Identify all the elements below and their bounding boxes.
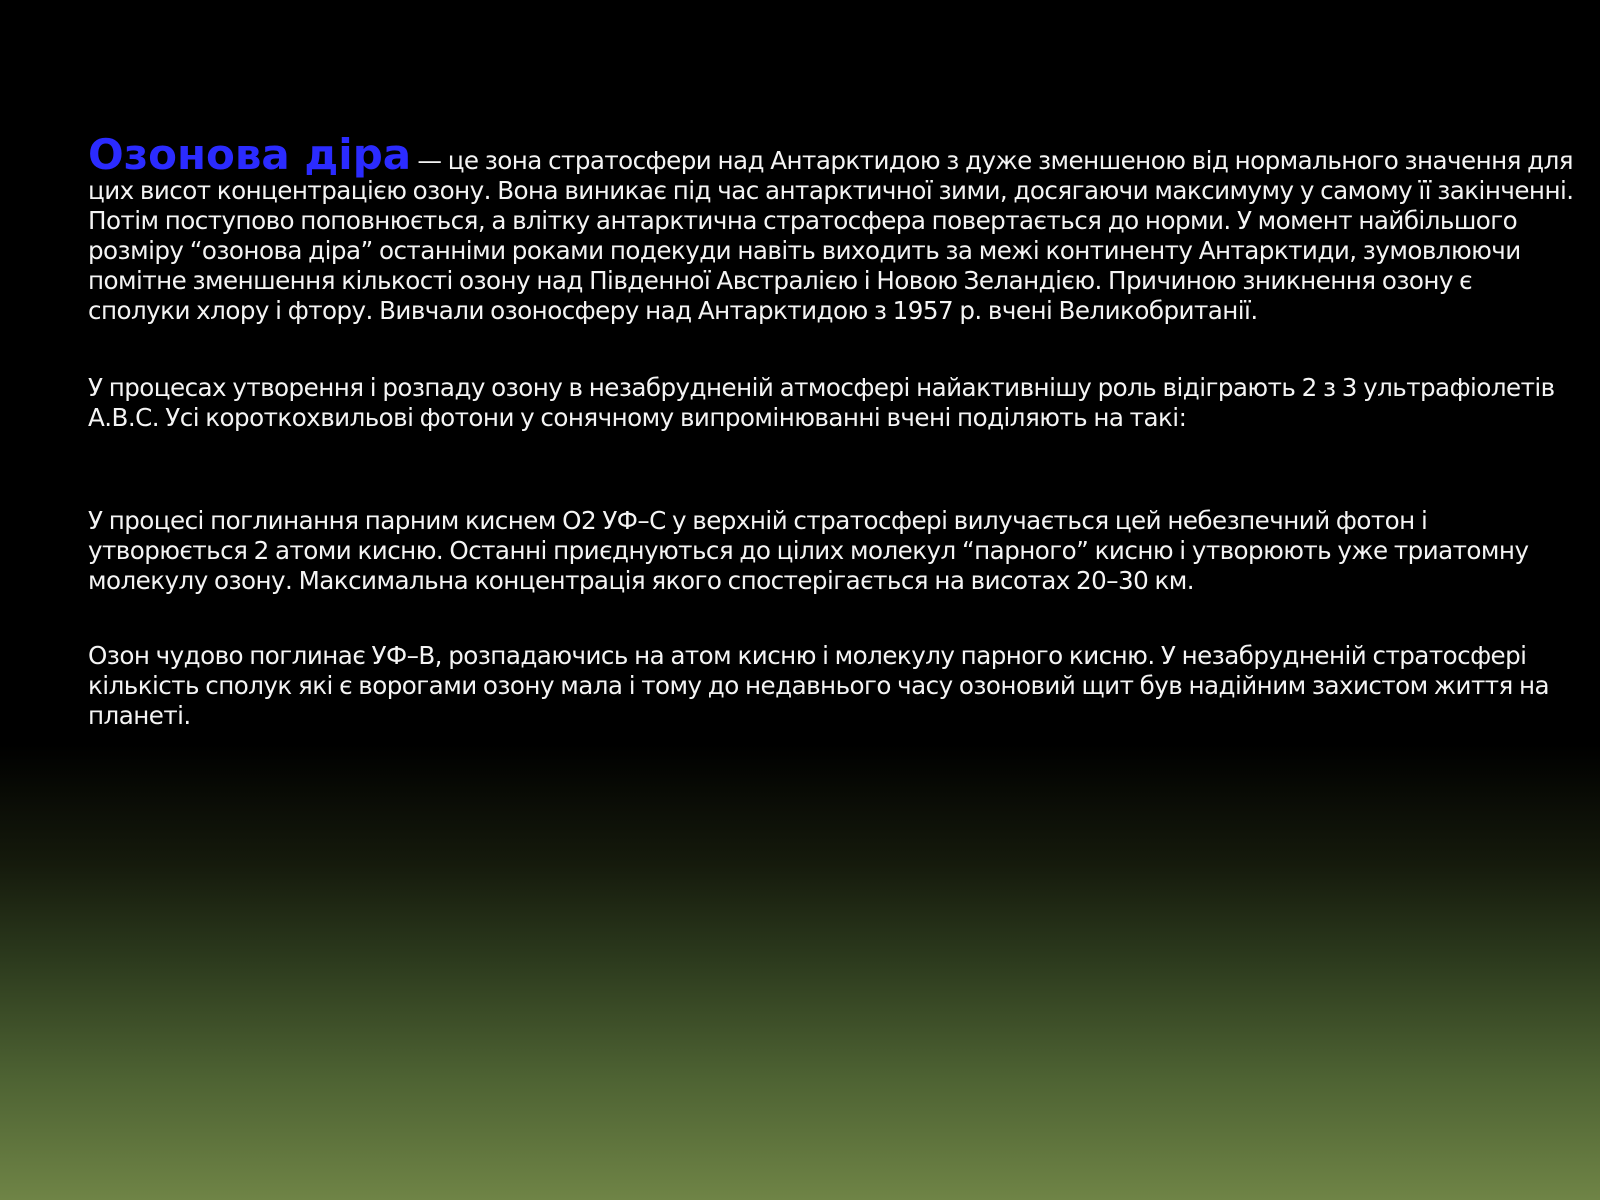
paragraph-oxygen-absorption: У процесі поглинання парним киснем О2 УФ–С у верхній стратосфері вилучається цей небезпечний фотон і утворюється 2 атоми кисню. Останні приєднуються до цілих молекул “парного” кисню і утворюють уже триатомну молекулу озону. Максимальна концентрація якого спостерігається на висотах 20–30 км.	[88, 506, 1529, 595]
paragraph-ultraviolet: У процесах утворення і розпаду озону в незабрудненій атмосфері найактивнішу роль відіграють 2 з 3 ультрафіолетів А.В.С. Усі короткохвильові фотони у сонячному випромінюванні вчені поділяють на такі:	[88, 373, 1555, 432]
paragraph-ozone-shield: Озон чудово поглинає УФ–В, розпадаючись на атом кисню і молекулу парного кисню. У незабрудненій стратосфері кількість сполук які є ворогами озону мала і тому до недавнього часу озоновий щит був надійним захистом життя на планеті.	[88, 641, 1550, 730]
ozone-hole-term: Озонова діра	[88, 130, 412, 179]
spacer	[88, 596, 1576, 641]
paragraph-definition	[88, 130, 1576, 326]
spacer	[88, 326, 1576, 373]
definition-text: — це зона стратосфери над Антарктидою з дуже зменшеною від нормального значення для цих висот концентрацією озону. Вона виникає під час антарктичної зими, досягаючи максимуму у самому її закінченні. Потім поступово поповнюється, а влітку антарктична стратосфера повертається до норми. У момент найбільшого розміру “озонова діра” останніми роками подекуди навіть виходить за межі континенту Антарктиди, зумовлюючи помітне зменшення кількості озону над Південної Австралією і Новою Зеландією. Причиною зникнення озону є сполуки хлору і фтору. Вивчали озоносферу над Антарктидою з 1957 р. вчені Великобританії.	[88, 146, 1574, 325]
spacer	[88, 433, 1576, 506]
slide-body	[88, 130, 1576, 731]
